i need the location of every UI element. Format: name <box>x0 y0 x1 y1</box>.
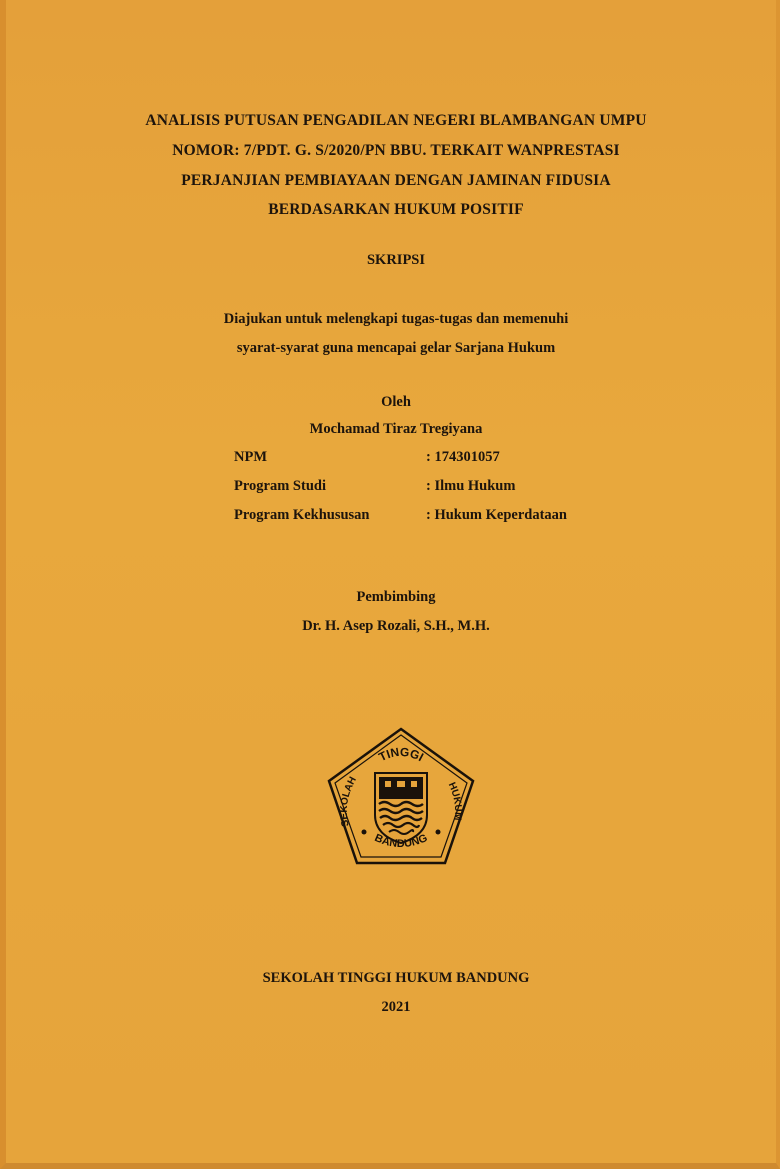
purpose-line-1: Diajukan untuk melengkapi tugas-tugas dan memenuhi <box>223 311 569 327</box>
document-type: SKRIPSI <box>366 252 426 268</box>
by-label: Oleh <box>381 394 411 410</box>
npm-label: NPM <box>234 449 268 465</box>
program-kekhususan-value: : Hukum Keperdataan <box>426 507 567 523</box>
title-line-4: BERDASARKAN HUKUM POSITIF <box>268 201 524 218</box>
title-line-3: PERJANJIAN PEMBIAYAAN DENGAN JAMINAN FIDUSIA <box>181 172 611 189</box>
advisor-name: Dr. H. Asep Rozali, S.H., M.H. <box>302 618 490 634</box>
logo-text-right: HUKUM <box>445 780 464 821</box>
title-line-2: NOMOR: 7/PDT. G. S/2020/PN BBU. TERKAIT WANPRESTASI <box>172 142 620 159</box>
school-seal-logo <box>323 725 479 871</box>
logo-text-left: SEKOLAH <box>338 775 359 828</box>
year: 2021 <box>381 999 411 1015</box>
program-studi-label: Program Studi <box>234 478 326 494</box>
npm-value: : 174301057 <box>426 449 500 465</box>
program-kekhususan-label: Program Kekhususan <box>234 507 370 523</box>
title-line-1: ANALISIS PUTUSAN PENGADILAN NEGERI BLAMBANGAN UMPU <box>145 112 647 129</box>
program-studi-value: : Ilmu Hukum <box>426 478 516 494</box>
logo-text-top: TINGGI <box>376 744 426 765</box>
logo-text-bottom: BANDUNG <box>372 832 430 851</box>
purpose-line-2: syarat-syarat guna mencapai gelar Sarjana Hukum <box>236 340 556 356</box>
institution-name: SEKOLAH TINGGI HUKUM BANDUNG <box>262 970 530 986</box>
author-name: Mochamad Tiraz Tregiyana <box>309 421 483 437</box>
advisor-label: Pembimbing <box>356 589 436 605</box>
